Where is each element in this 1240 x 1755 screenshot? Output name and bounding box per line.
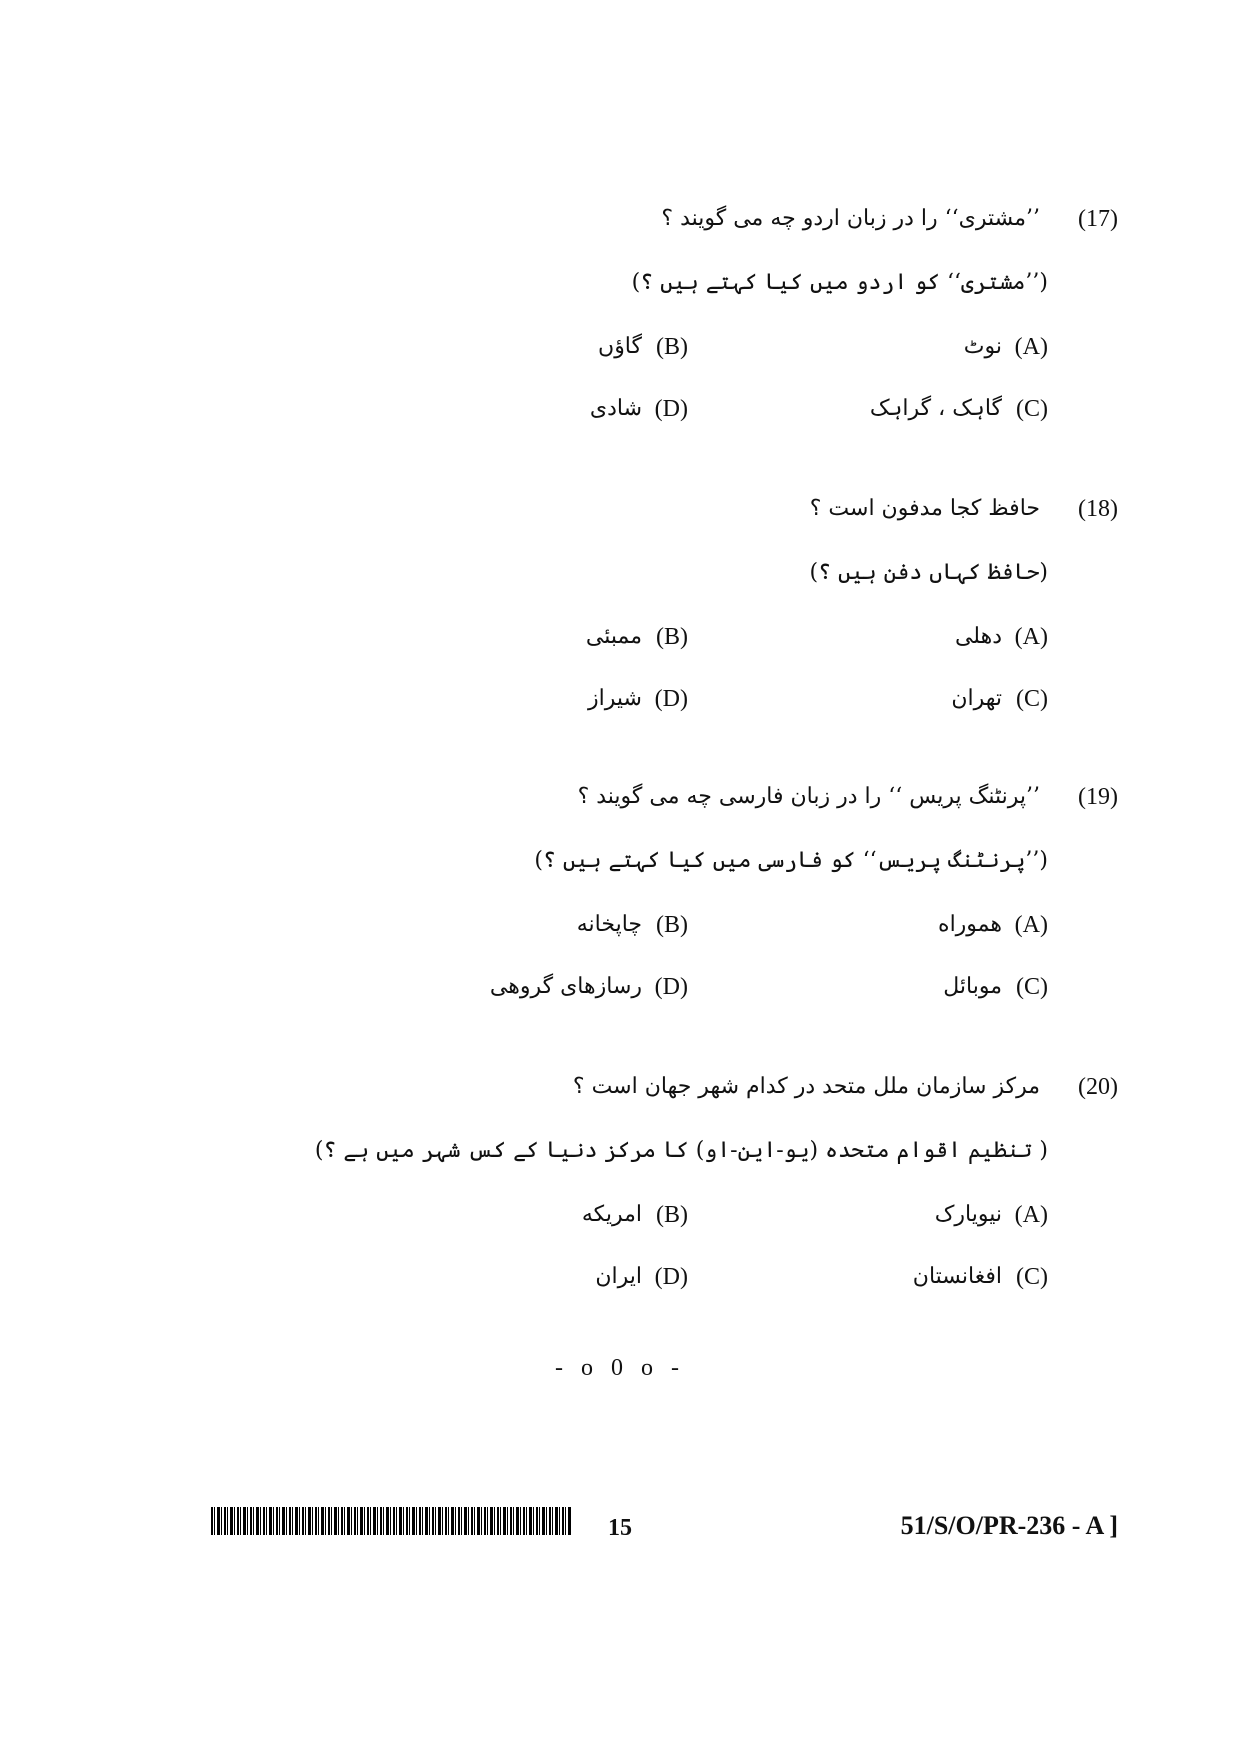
option-b: [448, 908, 688, 942]
option-label: (D): [654, 974, 688, 1000]
question-stem-persian: ’’مشتری‘‘ را در زبان اردو چه می گویند ؟: [661, 206, 1040, 231]
option-a: [808, 330, 1048, 364]
question-18: [418, 492, 1118, 754]
page-number: 15: [608, 1515, 632, 1541]
option-label: (B): [656, 334, 688, 360]
option-c: [808, 392, 1048, 426]
option-text: افغانستان: [912, 1264, 1002, 1289]
option-d: [448, 1260, 688, 1294]
option-label: (C): [1016, 974, 1048, 1000]
question-stem-persian: ’’پرنٹنگ پریس ‘‘ را در زبان فارسی چه می گویند ؟: [577, 784, 1040, 809]
option-d: [448, 392, 688, 426]
question-number: (20): [1078, 1074, 1118, 1100]
option-text: ممبئی: [585, 624, 642, 649]
option-text: دهلی: [954, 624, 1002, 649]
option-text: چاپخانه: [576, 912, 642, 937]
option-label: (D): [654, 396, 688, 422]
question-20: [314, 1070, 1118, 1332]
option-text: گاہک ، گراہک: [869, 396, 1002, 421]
option-b: [448, 1198, 688, 1232]
option-label: (A): [1014, 1202, 1048, 1228]
paper-code: 51/S/O/PR-236 - A ]: [900, 1511, 1118, 1540]
option-text: گاؤں: [598, 334, 642, 359]
option-text: ایران: [595, 1264, 642, 1289]
option-a: [808, 1198, 1048, 1232]
question-number: (17): [1078, 206, 1118, 232]
question-stem-urdu: (’’مشتری‘‘ کو اردو میں کیا کہتے ہیں ؟): [631, 270, 1048, 295]
question-17: [418, 202, 1118, 464]
option-b: [448, 620, 688, 654]
option-text: نیویارک: [934, 1202, 1002, 1227]
option-text: رسازهای گروهی: [489, 974, 642, 999]
question-stem-urdu: (’’پرنٹنگ پریس‘‘ کو فارسی میں کیا کہتے ہیں ؟): [534, 848, 1048, 873]
question-number: (18): [1078, 496, 1118, 522]
option-label: (A): [1014, 912, 1048, 938]
option-b: [448, 330, 688, 364]
option-text: هموراه: [938, 912, 1002, 937]
option-text: امریکه: [581, 1202, 642, 1227]
option-c: [808, 1260, 1048, 1294]
option-text: موبائل: [943, 974, 1002, 999]
option-d: [448, 682, 688, 716]
option-c: [808, 970, 1048, 1004]
question-19: [418, 780, 1118, 1042]
option-label: (C): [1016, 1264, 1048, 1290]
question-stem-urdu: (حافظ کہاں دفن ہیں ؟): [809, 560, 1048, 585]
option-label: (A): [1014, 624, 1048, 650]
option-a: [808, 620, 1048, 654]
option-c: [808, 682, 1048, 716]
option-label: (D): [654, 1264, 688, 1290]
option-label: (B): [656, 1202, 688, 1228]
option-label: (D): [654, 686, 688, 712]
option-d: [448, 970, 688, 1004]
option-label: (C): [1016, 686, 1048, 712]
option-text: نوٹ: [963, 334, 1002, 359]
option-label: (B): [656, 624, 688, 650]
question-number: (19): [1078, 784, 1118, 810]
question-stem-persian: حافظ کجا مدفون است ؟: [809, 496, 1040, 521]
option-label: (C): [1016, 396, 1048, 422]
barcode: [211, 1507, 571, 1535]
option-text: تهران: [951, 686, 1002, 711]
end-of-paper-mark: - o 0 o -: [555, 1355, 685, 1381]
option-text: شادی: [589, 396, 642, 421]
question-stem-persian: مرکز سازمان ملل متحد در کدام شهر جهان است ؟: [572, 1074, 1040, 1099]
option-a: [808, 908, 1048, 942]
option-label: (B): [656, 912, 688, 938]
option-text: شیراز: [588, 686, 642, 711]
option-label: (A): [1014, 334, 1048, 360]
question-stem-urdu: ( تنظیم اقوام متحده (یو-این-او) کا مرکز دنیا کے کس شہر میں ہے ؟): [314, 1138, 1048, 1163]
